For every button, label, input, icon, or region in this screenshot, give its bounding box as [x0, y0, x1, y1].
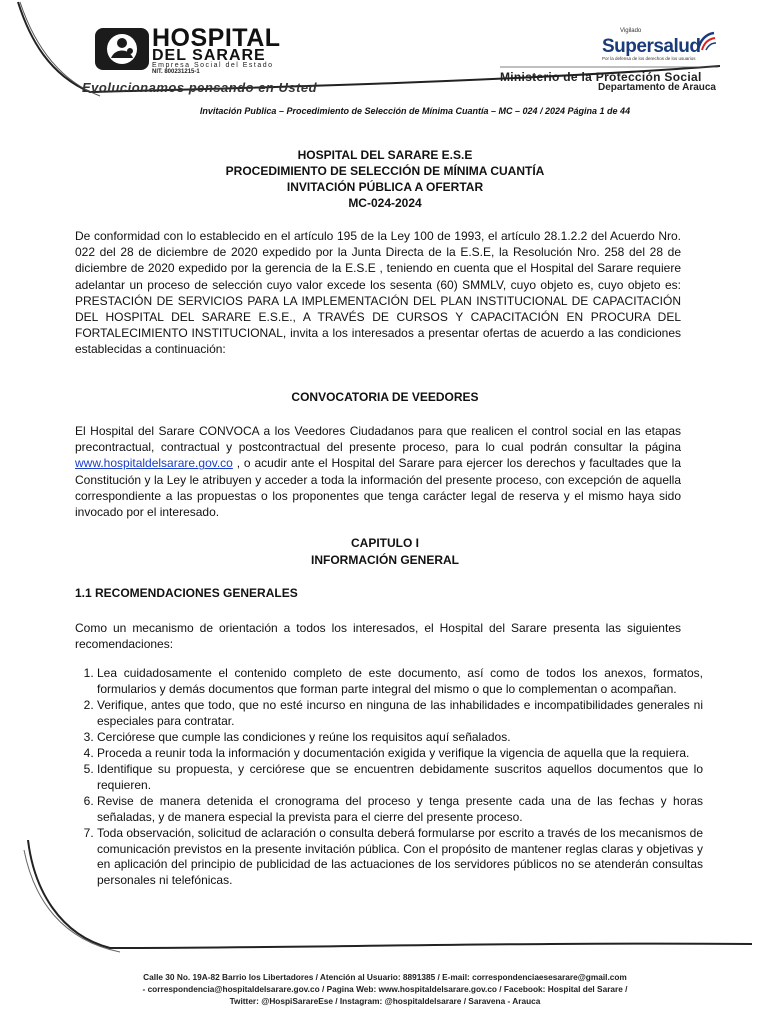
recommendations-list [75, 666, 703, 889]
section-1-1-heading: 1.1 RECOMENDACIONES GENERALES [75, 586, 298, 600]
veedores-text-a: El Hospital del Sarare CONVOCA a los Veedores Ciudadanos para que realicen el control social en las etapas precontractual, contractual y postcontractual del presente proceso, para lo cual podrán consultar la página [75, 424, 681, 455]
footer-contacts: - correspondencia@hospitaldelsarare.gov.co / Pagina Web: www.hospitaldelsarare.gov.co / Facebook: Hospital del Sarare / [142, 984, 628, 994]
ministerio-label: Ministerio de la Protección Social [500, 70, 702, 84]
list-item: 5. Identifique su propuesta, y cerciórese que se encuentren debidamente suscritos aquellos documentos que lo requieren. [97, 762, 703, 793]
chapter-title-line1: CAPITULO I [351, 536, 419, 550]
veedores-heading: CONVOCATORIA DE VEEDORES [291, 390, 479, 404]
doc-title-line4: MC-024-2024 [348, 196, 422, 210]
intro-text-c: , invita a los interesados a presentar ofertas de acuerdo a las condiciones establecidas a continuación: [75, 326, 681, 357]
departamento-label: Departamento de Arauca [598, 82, 716, 93]
veedores-text-b: , o acudir ante el Hospital del Sarare para ejercer los derechos y facultades que la Constitución y la Ley le atribuyen y acceder a toda la información del presente proceso, con excepción de aquella correspondiente a las propuestas o los proponentes que tenga carácter legal de reserva y el mismo haya sido invocado por el interesado. [75, 456, 681, 520]
hospital-website-link[interactable]: www.hospitaldelsarare.gov.co [75, 456, 233, 471]
list-item: 3. Cerciórese que cumple las condiciones y reúne los requisitos aquí señalados. [97, 730, 703, 746]
running-head-text: Invitación Publica – Procedimiento de Selección de Mínima Cuantía – MC – 024 / 2024 Página 1 de 44 [199, 106, 631, 116]
list-item: 7. Toda observación, solicitud de aclaración o consulta deberá formularse por escrito a través de los mecanismos de comunicación previstos en la presente invitación pública. Con el propósito de mantener reglas claras y objetivas y en aplicación del principio de publicidad de las actuaciones de los servidores públicos no se atenderán consultas personales ni telefónicas. [97, 826, 703, 889]
intro-text-a: De conformidad con lo establecido en el artículo 195 de la Ley 100 de 1993, el artículo 28.1.2.2 del Acuerdo Nro. 022 del 28 de diciembre de 2020 expedido por la Junta Directa de la E.S.E, la Resolución Nro. 258 del 28 de diciembre de 2020 expedido por la gerencia de la E.S.E , teniendo en cuenta que el Hospital del Sarare requiere adelantar un proceso de selección cuyo valor excede los sesenta (60) SMMLV, cuyo objeto es, cuyo objeto es: [75, 229, 681, 292]
list-item: 1. Lea cuidadosamente el contenido completo de este documento, así como de todos los anexos, formatos, formularios y demás documentos que forman parte integral del mismo o que lo complementan o acompañan. [97, 666, 703, 697]
supersalud-logo-text: Supersalud [602, 36, 701, 57]
vigilado-label: Vigilado [620, 28, 642, 34]
hospital-slogan: Evolucionamos pensando en Usted [82, 80, 318, 95]
doc-title-line3: INVITACIÓN PÚBLICA A OFERTAR [286, 180, 484, 194]
intro-object: PRESTACIÓN DE SERVICIOS PARA LA IMPLEMENTACIÓN DEL PLAN INSTITUCIONAL DE CAPACITACIÓN DEL HOSPITAL DEL SARARE E.S.E., A TRAVÉS DE CURSOS Y CAPACITACIÓN EN PROCURA DEL FORTALECIMIENTO INSTITUCIONAL [75, 293, 681, 341]
hospital-nit: NIT. 800231215-1 [152, 69, 200, 75]
footer-address: Calle 30 No. 19A-82 Barrio los Libertadores / Atención al Usuario: 8891385 / E-mail: correspondenciaesesarare@gmail.com [143, 972, 627, 982]
hospital-subtitle: Empresa Social del Estado [152, 62, 274, 69]
hospital-logo-icon [95, 28, 149, 70]
intro-paragraph [75, 228, 681, 358]
chapter-title-line2: INFORMACIÓN GENERAL [311, 553, 459, 567]
hospital-name-line2: DEL SARARE [152, 47, 266, 64]
list-item: 6. Revise de manera detenida el cronograma del proceso y tenga presente cada una de las fechas y horas señaladas, y de manera especial la prevista para el cierre del presente proceso. [97, 794, 703, 825]
veedores-paragraph [75, 423, 681, 520]
section-1-1-intro: Como un mecanismo de orientación a todos los interesados, el Hospital del Sarare presenta las siguientes recomendaciones: [75, 621, 681, 652]
list-item: 2. Verifique, antes que todo, que no esté incurso en ninguna de las inhabilidades e incompatibilidades generales ni especiales para contratar. [97, 698, 703, 729]
footer-social: Twitter: @HospiSarareEse / Instagram: @hospitaldelsarare / Saravena - Arauca [229, 996, 541, 1006]
running-head [0, 106, 770, 116]
supersalud-icon [694, 30, 718, 54]
list-item: 4. Proceda a reunir toda la información y documentación exigida y verifique la vigencia de aquella que la requiera. [97, 746, 703, 762]
hospital-name-line1: HOSPITAL [152, 24, 281, 52]
doc-title-line2: PROCEDIMIENTO DE SELECCIÓN DE MÍNIMA CUANTÍA [225, 164, 545, 178]
supersalud-tagline: Por la defensa de los derechos de los usuarios [602, 56, 696, 61]
doc-title-line1: HOSPITAL DEL SARARE E.S.E [297, 148, 473, 162]
